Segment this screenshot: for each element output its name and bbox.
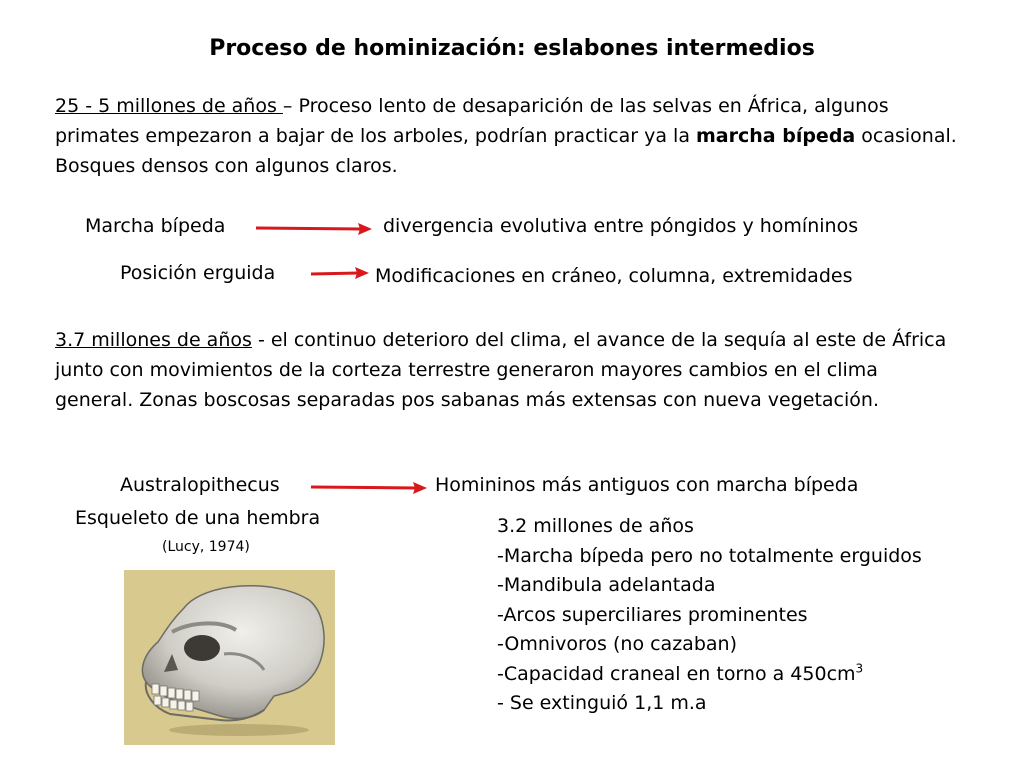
page-title: Proceso de hominización: eslabones intermedios — [209, 36, 815, 61]
period-label: 3.7 millones de años — [55, 329, 252, 351]
period-label: 25 - 5 millones de años — [55, 95, 283, 117]
red-arrow-icon — [309, 265, 371, 283]
paragraph-later-period — [55, 325, 960, 415]
list-item-capacity — [497, 660, 922, 690]
list-item: -Omnivoros (no cazaban) — [497, 633, 737, 655]
paragraph-early-period — [55, 91, 960, 181]
australopithecus-features — [497, 512, 922, 719]
red-arrow-icon — [309, 479, 429, 497]
capacity-text: -Capacidad craneal en torno a 450cm — [497, 662, 856, 685]
row3-left-label: Australopithecus — [120, 474, 280, 496]
row1-left-label: Marcha bípeda — [85, 215, 226, 237]
image-caption: Esqueleto de una hembra — [75, 507, 321, 529]
row2-left-label: Posición erguida — [120, 262, 276, 284]
red-arrow-icon — [254, 220, 374, 238]
row1-right-label: divergencia evolutiva entre póngidos y homíninos — [383, 215, 859, 237]
paragraph-text: – Proceso lento de desaparición de las selvas en África, algunos primates empezaron a bajar de los arboles, podrían practicar ya la — [55, 95, 889, 147]
list-item: -Marcha bípeda pero no totalmente erguidos — [497, 544, 922, 567]
row3-right-label: Homininos más antiguos con marcha bípeda — [435, 474, 859, 496]
image-caption-source: (Lucy, 1974) — [162, 539, 250, 555]
list-item: 3.2 millones de años — [497, 515, 694, 537]
skull-photo-icon — [124, 570, 335, 745]
list-item: -Arcos superciliares prominentes — [497, 603, 808, 626]
row2-right-label: Modificaciones en cráneo, columna, extremidades — [375, 265, 853, 287]
skull-photo — [124, 570, 335, 745]
bold-term: marcha bípeda — [696, 125, 856, 147]
list-item: - Se extinguió 1,1 m.a — [497, 692, 707, 714]
superscript: 3 — [855, 661, 864, 676]
list-item: -Mandibula adelantada — [497, 574, 716, 596]
paragraph-text-end: ocasional. Bosques densos con algunos claros. — [55, 125, 957, 177]
paragraph-text: - el continuo deterioro del clima, el avance de la sequía al este de África junto con movimientos de la corteza terrestre generaron mayores cambios en el clima general. Zonas boscosas separadas pos sabanas más extensas con nueva vegetación. — [55, 329, 947, 411]
